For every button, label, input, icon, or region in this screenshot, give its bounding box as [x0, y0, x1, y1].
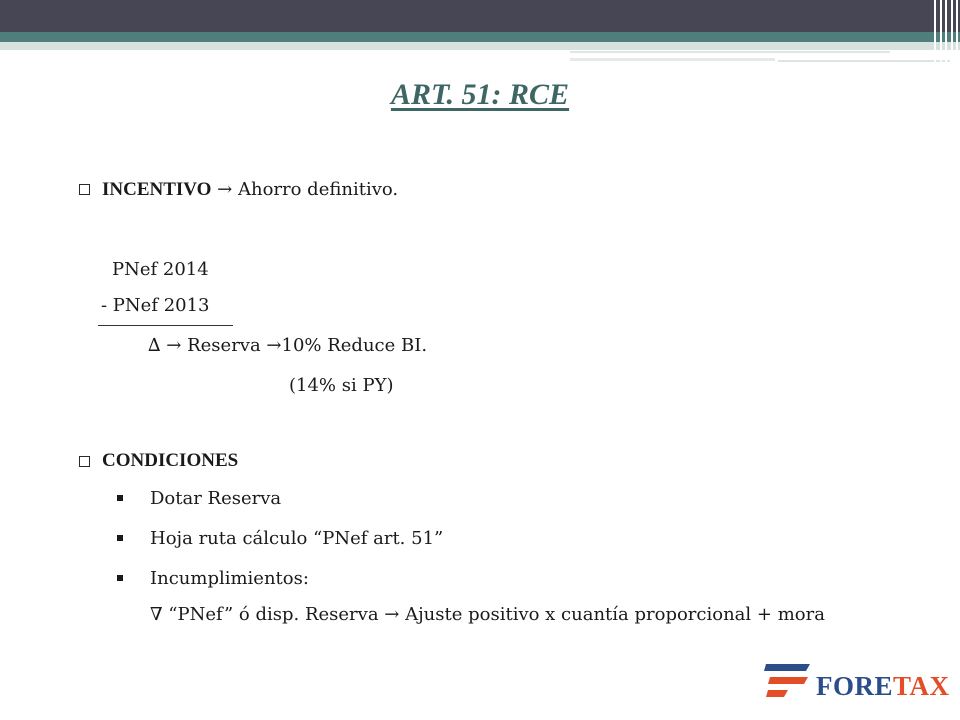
slide-title: ART. 51: RCE: [390, 78, 570, 111]
header-light-bar: [0, 42, 960, 50]
logo-wordmark: [816, 671, 950, 702]
condicion-item: Incumplimientos:: [150, 568, 309, 589]
calc-line-1: PNef 2014: [112, 259, 209, 280]
square-bullet-icon: [117, 575, 123, 581]
condiciones-label: CONDICIONES: [102, 450, 239, 471]
arrow-icon: →: [217, 179, 233, 200]
incentivo-label: INCENTIVO: [102, 179, 212, 200]
header-line: [570, 58, 775, 61]
condicion-detail: ∇ “PNef” ó disp. Reserva → Ajuste positivo x cuantía proporcional + mora: [150, 604, 825, 625]
subtraction-rule: [98, 325, 233, 326]
condicion-item: Hoja ruta cálculo “PNef art. 51”: [150, 528, 444, 549]
logo-text-part1: FORE: [816, 671, 894, 701]
incentivo-text: Ahorro definitivo.: [237, 179, 399, 200]
condicion-item: Dotar Reserva: [150, 488, 282, 509]
header-stripes: [930, 0, 960, 66]
header-line: [778, 60, 950, 62]
header-bar: [0, 0, 960, 32]
calc-delta-line: ∆ → Reserva →10% Reduce BI.: [148, 335, 428, 356]
logo-text-part2: TAX: [893, 671, 950, 701]
incentivo-line: [102, 179, 398, 201]
calc-note: (14% si PY): [289, 375, 394, 396]
checkbox-bullet-icon: [79, 456, 90, 467]
square-bullet-icon: [117, 495, 123, 501]
checkbox-bullet-icon: [79, 184, 90, 195]
calc-line-2: - PNef 2013: [101, 295, 210, 316]
header-accent-bar: [0, 32, 960, 42]
header-line: [570, 51, 890, 53]
square-bullet-icon: [117, 535, 123, 541]
